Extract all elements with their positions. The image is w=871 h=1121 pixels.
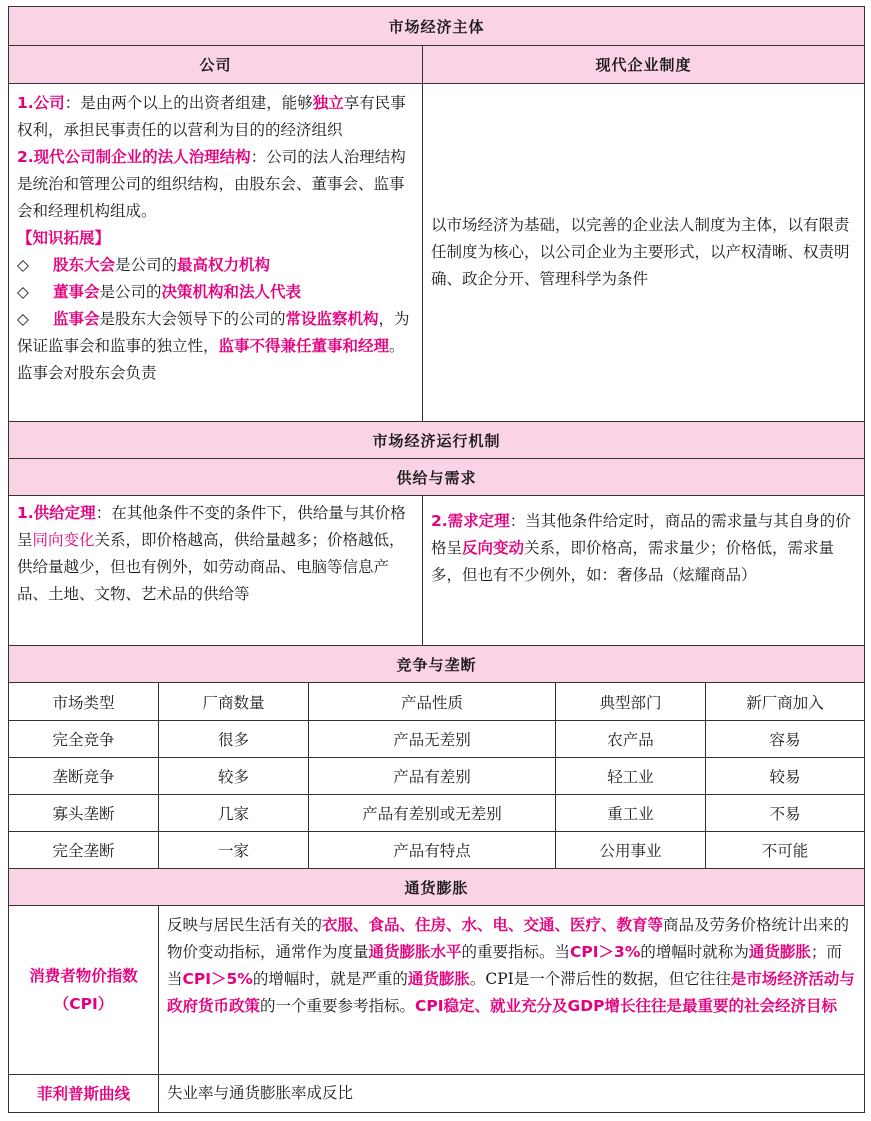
- column-header-company: 公司: [9, 46, 423, 84]
- header-new-entry: 新厂商加入: [706, 683, 865, 721]
- cpi-description: 反映与居民生活有关的衣服、食品、住房、水、电、交通、医疗、教育等商品及劳务价格统计出来的物价变动指标，通常作为度量通货膨胀水平的重要指标。当CPI＞3%的增幅时就称为通货膨胀；而当CPI＞5%的增幅时，就是严重的通货膨胀。CPI是一个滞后性的数据，但它往往是市场经济活动与政府货币政策的一个重要参考指标。CPI稳定、就业充分及GDP增长往往是最重要的社会经济目标: [159, 906, 865, 1075]
- modern-enterprise-cell: 以市场经济为基础，以完善的企业法人制度为主体，以有限责任制度为核心，以公司企业为主要形式，以产权清晰、权责明确、政企分开、管理科学为条件: [423, 84, 865, 422]
- diamond-bullet-icon: ◇: [17, 310, 29, 328]
- phillips-curve-description: 失业率与通货膨胀率成反比: [159, 1075, 865, 1113]
- subsection-title-supply-demand: 供给与需求: [9, 459, 865, 496]
- market-table-header: [9, 683, 865, 721]
- supply-law-cell: 1.供给定理：在其他条件不变的条件下，供给量与其价格呈同向变化关系，即价格越高，供给量越多；价格越低，供给量越少，但也有例外，如劳动商品、电脑等信息产品、土地、文物、艺术品的供给等: [9, 496, 423, 646]
- table-row: 完全垄断 一家 产品有特点 公用事业 不可能: [9, 832, 865, 869]
- knowledge-table: [8, 6, 864, 1113]
- diamond-bullet-icon: ◇: [17, 256, 29, 274]
- phillips-curve-label: 菲利普斯曲线: [9, 1075, 159, 1113]
- knowledge-extension-title: 【知识拓展】: [17, 229, 111, 247]
- table-row: 寡头垄断 几家 产品有差别或无差别 重工业 不易: [9, 795, 865, 832]
- column-header-modern-enterprise: 现代企业制度: [423, 46, 865, 84]
- header-typical-sector: 典型部门: [556, 683, 706, 721]
- extension-item: ◇ 股东大会是公司的最高权力机构: [17, 252, 414, 279]
- company-definition: 1.公司：是由两个以上的出资者组建，能够独立享有民事权利，承担民事责任的以营利为目的的经济组织: [17, 94, 406, 139]
- section-title-market-mechanism: 市场经济运行机制: [9, 422, 865, 459]
- company-cell: [9, 84, 423, 422]
- section-title-competition-monopoly: 竞争与垄断: [9, 646, 865, 683]
- header-market-type: 市场类型: [9, 683, 159, 721]
- diamond-bullet-icon: ◇: [17, 283, 29, 301]
- table-row: 完全竞争 很多 产品无差别 农产品 容易: [9, 721, 865, 758]
- header-product-nature: 产品性质: [309, 683, 556, 721]
- demand-law-cell: 2.需求定理：当其他条件给定时，商品的需求量与其自身的价格呈反向变动关系，即价格高，需求量少；价格低，需求量多，但也有不少例外，如：奢侈品（炫耀商品）: [423, 496, 865, 646]
- header-firm-count: 厂商数量: [159, 683, 309, 721]
- extension-item: ◇ 监事会是股东大会领导下的公司的常设监察机构，为保证监事会和监事的独立性，监事不得兼任董事和经理。监事会对股东会负责: [17, 306, 414, 387]
- governance-structure: 2.现代公司制企业的法人治理结构：公司的法人治理结构是统治和管理公司的组织结构，由股东会、董事会、监事会和经理机构组成。: [17, 148, 406, 220]
- extension-item: ◇ 董事会是公司的决策机构和法人代表: [17, 279, 414, 306]
- section-title-market-entities: 市场经济主体: [9, 7, 865, 46]
- section-title-inflation: 通货膨胀: [9, 869, 865, 906]
- cpi-label: 消费者物价指数 （CPI）: [9, 906, 159, 1075]
- table-row: 垄断竞争 较多 产品有差别 轻工业 较易: [9, 758, 865, 795]
